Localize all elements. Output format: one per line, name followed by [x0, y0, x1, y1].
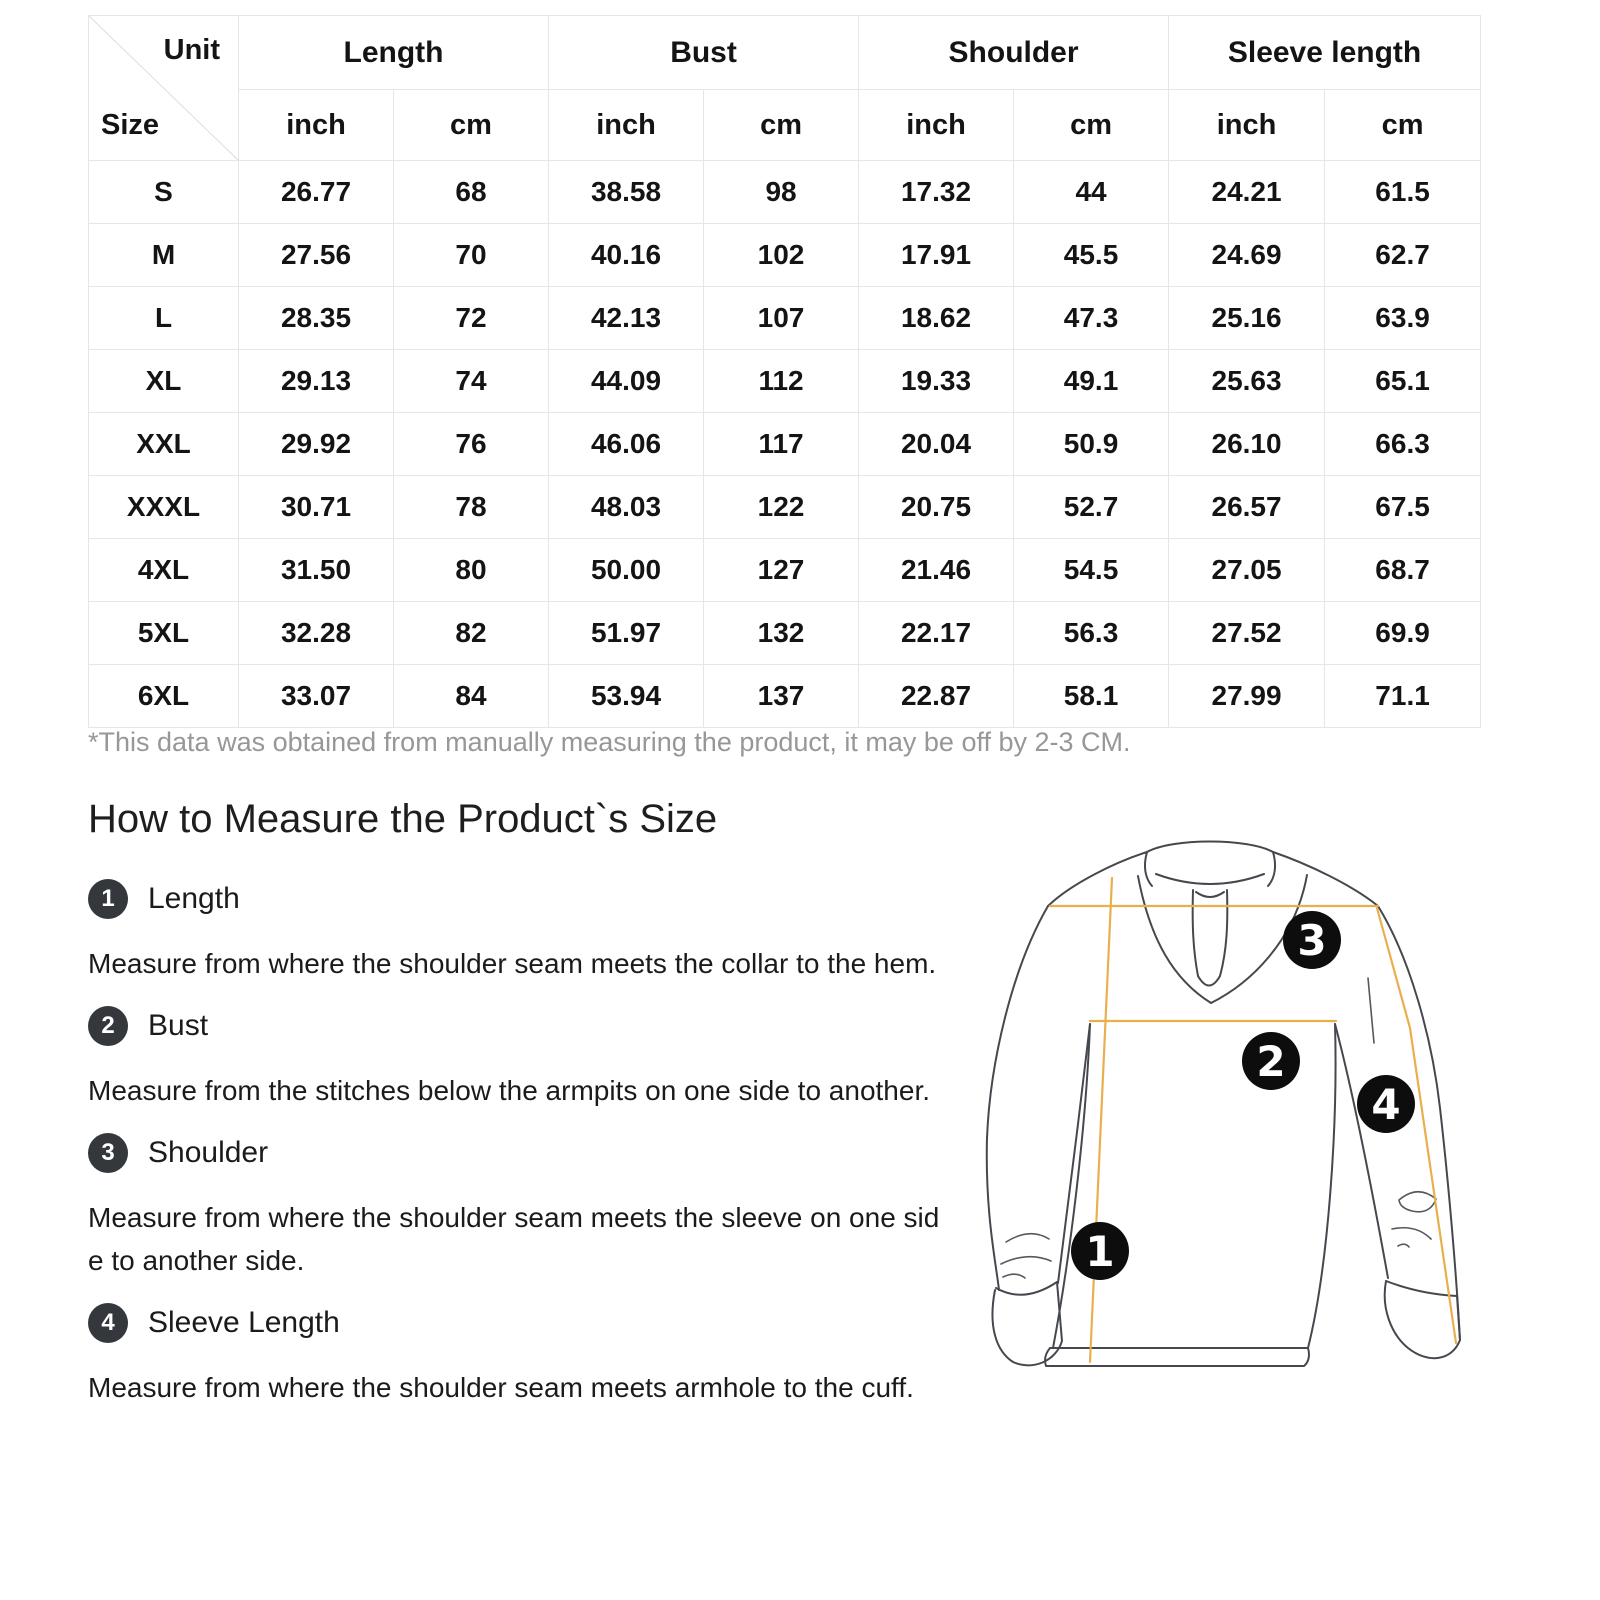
- value-cell: 49.1: [1014, 350, 1169, 413]
- guide-item-length: [88, 878, 940, 985]
- value-cell: 58.1: [1014, 665, 1169, 728]
- step-4-badge: 4: [88, 1303, 128, 1343]
- value-cell: 78: [394, 476, 549, 539]
- table-row: [89, 224, 1481, 287]
- guide-item-label: Length: [148, 882, 240, 915]
- guide-item-label: Shoulder: [148, 1136, 269, 1169]
- guide-item-label: Sleeve Length: [148, 1306, 340, 1339]
- value-cell: 68.7: [1325, 539, 1481, 602]
- value-cell: 31.50: [239, 539, 394, 602]
- group-header-row: [89, 16, 1481, 90]
- table-row: [89, 350, 1481, 413]
- size-cell: S: [89, 161, 239, 224]
- value-cell: 70: [394, 224, 549, 287]
- unit-header-cell: inch: [859, 90, 1014, 161]
- table-row: [89, 413, 1481, 476]
- svg-text:2: 2: [1256, 1037, 1286, 1086]
- guide-item-header: [88, 1005, 940, 1047]
- column-group-bust: Bust: [549, 16, 859, 90]
- value-cell: 107: [704, 287, 859, 350]
- size-cell: XXL: [89, 413, 239, 476]
- value-cell: 24.21: [1169, 161, 1325, 224]
- value-cell: 19.33: [859, 350, 1014, 413]
- table-row: [89, 287, 1481, 350]
- corner-cell: [89, 16, 239, 161]
- table-row: [89, 161, 1481, 224]
- column-group-shoulder: Shoulder: [859, 16, 1169, 90]
- value-cell: 51.97: [549, 602, 704, 665]
- value-cell: 72: [394, 287, 549, 350]
- value-cell: 54.5: [1014, 539, 1169, 602]
- value-cell: 50.00: [549, 539, 704, 602]
- marker-3: [1283, 911, 1341, 969]
- column-group-length: Length: [239, 16, 549, 90]
- size-cell: M: [89, 224, 239, 287]
- table-row: [89, 602, 1481, 665]
- value-cell: 82: [394, 602, 549, 665]
- value-cell: 29.13: [239, 350, 394, 413]
- value-cell: 27.05: [1169, 539, 1325, 602]
- guide-item-header: [88, 1132, 940, 1174]
- guide-item-header: [88, 1302, 940, 1344]
- size-cell: L: [89, 287, 239, 350]
- marker-4: [1357, 1075, 1415, 1133]
- guide-list: [88, 878, 940, 1429]
- unit-header-cell: inch: [1169, 90, 1325, 161]
- unit-header-cell: cm: [1325, 90, 1481, 161]
- value-cell: 127: [704, 539, 859, 602]
- value-cell: 27.99: [1169, 665, 1325, 728]
- value-cell: 27.52: [1169, 602, 1325, 665]
- value-cell: 62.7: [1325, 224, 1481, 287]
- value-cell: 69.9: [1325, 602, 1481, 665]
- value-cell: 20.04: [859, 413, 1014, 476]
- size-label: Size: [101, 109, 160, 141]
- length-line: [1090, 878, 1112, 1362]
- unit-header-cell: cm: [394, 90, 549, 161]
- unit-header-cell: cm: [704, 90, 859, 161]
- value-cell: 63.9: [1325, 287, 1481, 350]
- value-cell: 98: [704, 161, 859, 224]
- value-cell: 47.3: [1014, 287, 1169, 350]
- guide-item-description: Measure from where the shoulder seam meets armhole to the cuff.: [88, 1372, 914, 1403]
- size-cell: 4XL: [89, 539, 239, 602]
- shirt-measure-diagram: [900, 828, 1520, 1428]
- value-cell: 65.1: [1325, 350, 1481, 413]
- value-cell: 117: [704, 413, 859, 476]
- value-cell: 68: [394, 161, 549, 224]
- value-cell: 76: [394, 413, 549, 476]
- value-cell: 50.9: [1014, 413, 1169, 476]
- value-cell: 53.94: [549, 665, 704, 728]
- guide-item-bust: [88, 1005, 940, 1112]
- value-cell: 26.77: [239, 161, 394, 224]
- size-table-body: [89, 161, 1481, 728]
- value-cell: 32.28: [239, 602, 394, 665]
- size-cell: 6XL: [89, 665, 239, 728]
- value-cell: 71.1: [1325, 665, 1481, 728]
- unit-header-cell: inch: [549, 90, 704, 161]
- value-cell: 112: [704, 350, 859, 413]
- value-cell: 25.63: [1169, 350, 1325, 413]
- guide-title: How to Measure the Product`s Size: [88, 797, 718, 841]
- value-cell: 38.58: [549, 161, 704, 224]
- unit-header-row: [89, 90, 1481, 161]
- value-cell: 45.5: [1014, 224, 1169, 287]
- size-cell: XL: [89, 350, 239, 413]
- column-group-sleeve-length: Sleeve length: [1169, 16, 1481, 90]
- guide-item-description: Measure from where the shoulder seam meets the sleeve on one side to another side.: [88, 1202, 940, 1276]
- size-cell: XXXL: [89, 476, 239, 539]
- step-2-badge: 2: [88, 1006, 128, 1046]
- value-cell: 67.5: [1325, 476, 1481, 539]
- svg-text:1: 1: [1085, 1227, 1115, 1276]
- value-cell: 56.3: [1014, 602, 1169, 665]
- value-cell: 22.87: [859, 665, 1014, 728]
- value-cell: 27.56: [239, 224, 394, 287]
- guide-item-label: Bust: [148, 1009, 209, 1042]
- value-cell: 25.16: [1169, 287, 1325, 350]
- table-footnote: *This data was obtained from manually measuring the product, it may be off by 2-3 CM.: [88, 727, 1131, 757]
- value-cell: 24.69: [1169, 224, 1325, 287]
- value-cell: 66.3: [1325, 413, 1481, 476]
- value-cell: 21.46: [859, 539, 1014, 602]
- value-cell: 61.5: [1325, 161, 1481, 224]
- unit-header-cell: inch: [239, 90, 394, 161]
- guide-item-description: Measure from where the shoulder seam meets the collar to the hem.: [88, 948, 937, 979]
- value-cell: 44: [1014, 161, 1169, 224]
- marker-2: [1242, 1032, 1300, 1090]
- value-cell: 137: [704, 665, 859, 728]
- step-1-badge: 1: [88, 879, 128, 919]
- table-row: [89, 665, 1481, 728]
- unit-header-cell: cm: [1014, 90, 1169, 161]
- value-cell: 18.62: [859, 287, 1014, 350]
- guide-item-description: Measure from the stitches below the armpits on one side to another.: [88, 1075, 931, 1106]
- table-row: [89, 539, 1481, 602]
- value-cell: 74: [394, 350, 549, 413]
- value-cell: 44.09: [549, 350, 704, 413]
- value-cell: 40.16: [549, 224, 704, 287]
- value-cell: 33.07: [239, 665, 394, 728]
- value-cell: 26.10: [1169, 413, 1325, 476]
- value-cell: 84: [394, 665, 549, 728]
- value-cell: 30.71: [239, 476, 394, 539]
- value-cell: 26.57: [1169, 476, 1325, 539]
- guide-item-sleeve-length: [88, 1302, 940, 1409]
- value-cell: 17.91: [859, 224, 1014, 287]
- size-cell: 5XL: [89, 602, 239, 665]
- marker-1: [1071, 1222, 1129, 1280]
- value-cell: 17.32: [859, 161, 1014, 224]
- value-cell: 102: [704, 224, 859, 287]
- svg-text:3: 3: [1297, 916, 1327, 965]
- unit-label: Unit: [163, 34, 220, 66]
- value-cell: 28.35: [239, 287, 394, 350]
- value-cell: 80: [394, 539, 549, 602]
- size-chart-table: [88, 15, 1481, 728]
- value-cell: 29.92: [239, 413, 394, 476]
- value-cell: 48.03: [549, 476, 704, 539]
- value-cell: 22.17: [859, 602, 1014, 665]
- value-cell: 42.13: [549, 287, 704, 350]
- shirt-illustration: [900, 828, 1520, 1428]
- value-cell: 52.7: [1014, 476, 1169, 539]
- guide-item-header: [88, 878, 940, 920]
- table-row: [89, 476, 1481, 539]
- guide-item-shoulder: [88, 1132, 940, 1282]
- value-cell: 46.06: [549, 413, 704, 476]
- svg-text:4: 4: [1371, 1080, 1401, 1129]
- step-3-badge: 3: [88, 1133, 128, 1173]
- value-cell: 20.75: [859, 476, 1014, 539]
- value-cell: 122: [704, 476, 859, 539]
- value-cell: 132: [704, 602, 859, 665]
